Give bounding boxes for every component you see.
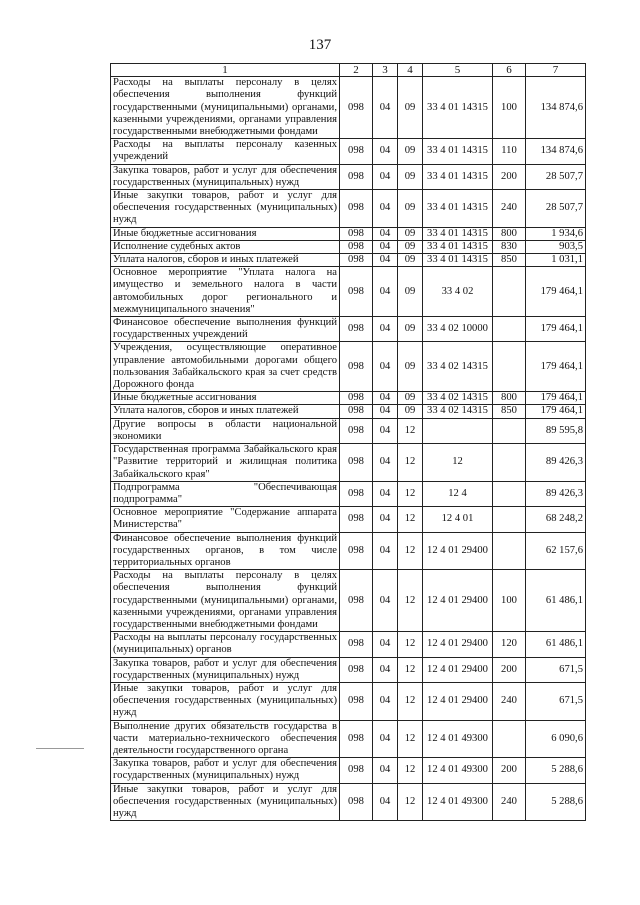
row-target-article: 33 4 02 14315 [423,405,493,418]
row-name: Расходы на выплаты персоналу в целях обеспечения выполнения функций государственными (муниципальными) органами, казенными учреждениями, органами управления государственными внебюджетными фондами [111,77,340,139]
table-header-row [111,64,586,77]
row-grbs: 098 [340,405,373,418]
row-section: 04 [373,164,398,189]
row-target-article: 33 4 01 14315 [423,77,493,139]
row-name: Закупка товаров, работ и услуг для обеспечения государственных (муниципальных) нужд [111,164,340,189]
row-section: 04 [373,418,398,443]
row-subsection: 12 [398,481,423,506]
row-expense-type [493,481,526,506]
row-target-article: 12 4 01 49300 [423,720,493,758]
row-name: Закупка товаров, работ и услуг для обеспечения государственных (муниципальных) нужд [111,657,340,682]
header-cell: 3 [373,64,398,77]
row-name: Финансовое обеспечение выполнения функций государственных учреждений [111,317,340,342]
row-expense-type: 830 [493,240,526,253]
row-expense-type: 850 [493,254,526,267]
row-amount: 5 288,6 [526,758,586,783]
row-name: Уплата налогов, сборов и иных платежей [111,405,340,418]
row-amount: 6 090,6 [526,720,586,758]
row-grbs: 098 [340,532,373,570]
table-row [111,657,586,682]
row-target-article: 33 4 01 14315 [423,164,493,189]
row-amount: 61 486,1 [526,570,586,632]
row-name: Уплата налогов, сборов и иных платежей [111,254,340,267]
row-subsection: 12 [398,507,423,532]
row-amount: 89 426,3 [526,481,586,506]
row-expense-type: 100 [493,77,526,139]
row-expense-type: 200 [493,657,526,682]
row-amount: 179 464,1 [526,405,586,418]
row-section: 04 [373,444,398,482]
row-subsection: 12 [398,657,423,682]
row-grbs: 098 [340,77,373,139]
row-amount: 89 595,8 [526,418,586,443]
row-grbs: 098 [340,227,373,240]
row-amount: 179 464,1 [526,342,586,392]
row-amount: 28 507,7 [526,190,586,228]
row-grbs: 098 [340,317,373,342]
header-cell: 5 [423,64,493,77]
row-name: Иные бюджетные ассигнования [111,227,340,240]
header-cell: 6 [493,64,526,77]
row-target-article: 12 [423,444,493,482]
row-expense-type [493,444,526,482]
row-expense-type: 240 [493,190,526,228]
row-name: Подпрограмма "Обеспечивающая подпрограмма" [111,481,340,506]
row-target-article: 33 4 01 14315 [423,227,493,240]
row-section: 04 [373,317,398,342]
table-row [111,570,586,632]
row-target-article: 33 4 02 14315 [423,392,493,405]
row-section: 04 [373,632,398,657]
table-row [111,342,586,392]
row-name: Исполнение судебных актов [111,240,340,253]
table-row [111,783,586,821]
row-subsection: 09 [398,317,423,342]
row-section: 04 [373,240,398,253]
row-subsection: 12 [398,418,423,443]
table-row [111,418,586,443]
row-target-article: 12 4 01 [423,507,493,532]
row-amount: 134 874,6 [526,139,586,164]
row-section: 04 [373,405,398,418]
row-name: Основное мероприятие "Содержание аппарата Министерства" [111,507,340,532]
row-grbs: 098 [340,164,373,189]
row-expense-type [493,342,526,392]
row-expense-type [493,720,526,758]
row-amount: 671,5 [526,657,586,682]
row-amount: 68 248,2 [526,507,586,532]
row-name: Выполнение других обязательств государства в части материально-технического обеспечения деятельности государственного органа [111,720,340,758]
row-name: Расходы на выплаты персоналу казенных учреждений [111,139,340,164]
row-subsection: 12 [398,720,423,758]
row-name: Учреждения, осуществляющие оперативное управление автомобильными дорогами общего пользования Забайкальского края за счет средств Дорожного фонда [111,342,340,392]
table-row [111,444,586,482]
row-expense-type: 240 [493,783,526,821]
row-grbs: 098 [340,632,373,657]
row-expense-type [493,532,526,570]
row-target-article: 33 4 01 14315 [423,240,493,253]
row-name: Иные бюджетные ассигнования [111,392,340,405]
header-cell: 7 [526,64,586,77]
table-row [111,254,586,267]
row-target-article: 33 4 01 14315 [423,139,493,164]
table-row [111,632,586,657]
row-grbs: 098 [340,139,373,164]
row-name: Основное мероприятие "Уплата налога на имущество и земельного налога в части автомобильных дорог регионального и межмуниципального значения" [111,267,340,317]
row-grbs: 098 [340,342,373,392]
row-subsection: 09 [398,392,423,405]
row-grbs: 098 [340,444,373,482]
row-name: Расходы на выплаты персоналу государственных (муниципальных) органов [111,632,340,657]
row-target-article: 12 4 01 49300 [423,758,493,783]
row-amount: 62 157,6 [526,532,586,570]
row-grbs: 098 [340,657,373,682]
row-expense-type: 240 [493,682,526,720]
row-amount: 179 464,1 [526,317,586,342]
row-name: Государственная программа Забайкальского края "Развитие территорий и жилищная политика Забайкальского края" [111,444,340,482]
row-target-article: 33 4 01 14315 [423,190,493,228]
row-target-article: 12 4 01 29400 [423,632,493,657]
table-row [111,267,586,317]
row-section: 04 [373,190,398,228]
row-section: 04 [373,570,398,632]
row-expense-type [493,418,526,443]
row-name: Другие вопросы в области национальной экономики [111,418,340,443]
header-cell: 2 [340,64,373,77]
row-target-article: 12 4 01 29400 [423,657,493,682]
row-section: 04 [373,532,398,570]
row-section: 04 [373,227,398,240]
table-row [111,77,586,139]
row-target-article: 33 4 02 [423,267,493,317]
row-grbs: 098 [340,418,373,443]
row-grbs: 098 [340,254,373,267]
row-target-article: 12 4 01 29400 [423,682,493,720]
row-name: Финансовое обеспечение выполнения функций государственных органов, в том числе территориальных органов [111,532,340,570]
row-amount: 903,5 [526,240,586,253]
row-name: Расходы на выплаты персоналу в целях обеспечения выполнения функций государственными (муниципальными) органами, казенными учреждениями, органами управления государственными внебюджетными фондами [111,570,340,632]
row-expense-type: 100 [493,570,526,632]
table-row [111,507,586,532]
row-section: 04 [373,342,398,392]
row-amount: 89 426,3 [526,444,586,482]
row-subsection: 09 [398,139,423,164]
row-subsection: 12 [398,532,423,570]
row-target-article: 12 4 01 29400 [423,532,493,570]
row-name: Закупка товаров, работ и услуг для обеспечения государственных (муниципальных) нужд [111,758,340,783]
row-expense-type [493,267,526,317]
table-row [111,405,586,418]
row-target-article: 12 4 [423,481,493,506]
table-row [111,682,586,720]
header-cell: 4 [398,64,423,77]
row-subsection: 09 [398,227,423,240]
row-amount: 28 507,7 [526,164,586,189]
row-subsection: 09 [398,405,423,418]
row-target-article: 33 4 02 10000 [423,317,493,342]
table-row [111,481,586,506]
row-section: 04 [373,682,398,720]
row-subsection: 12 [398,783,423,821]
row-subsection: 09 [398,164,423,189]
row-expense-type [493,317,526,342]
table-row [111,720,586,758]
row-subsection: 12 [398,570,423,632]
row-grbs: 098 [340,783,373,821]
row-section: 04 [373,783,398,821]
row-amount: 179 464,1 [526,392,586,405]
table-row [111,227,586,240]
row-subsection: 12 [398,632,423,657]
table-row [111,758,586,783]
row-amount: 5 288,6 [526,783,586,821]
row-section: 04 [373,481,398,506]
table-row [111,240,586,253]
table-row [111,190,586,228]
row-grbs: 098 [340,570,373,632]
row-expense-type: 200 [493,758,526,783]
row-name: Иные закупки товаров, работ и услуг для обеспечения государственных (муниципальных) нужд [111,783,340,821]
row-subsection: 09 [398,342,423,392]
row-subsection: 12 [398,444,423,482]
row-amount: 671,5 [526,682,586,720]
row-section: 04 [373,657,398,682]
row-subsection: 09 [398,254,423,267]
row-subsection: 09 [398,267,423,317]
row-section: 04 [373,254,398,267]
row-grbs: 098 [340,267,373,317]
row-section: 04 [373,267,398,317]
row-grbs: 098 [340,507,373,532]
row-subsection: 09 [398,77,423,139]
row-target-article [423,418,493,443]
row-section: 04 [373,720,398,758]
row-expense-type: 800 [493,227,526,240]
row-grbs: 098 [340,481,373,506]
header-cell: 1 [111,64,340,77]
row-grbs: 098 [340,392,373,405]
row-amount: 179 464,1 [526,267,586,317]
row-amount: 1 031,1 [526,254,586,267]
table-row [111,164,586,189]
row-target-article: 12 4 01 49300 [423,783,493,821]
row-section: 04 [373,139,398,164]
row-subsection: 09 [398,240,423,253]
row-amount: 134 874,6 [526,77,586,139]
row-expense-type: 200 [493,164,526,189]
row-section: 04 [373,392,398,405]
row-grbs: 098 [340,190,373,228]
row-section: 04 [373,758,398,783]
row-grbs: 098 [340,240,373,253]
row-expense-type: 850 [493,405,526,418]
table-row [111,139,586,164]
row-subsection: 12 [398,682,423,720]
row-section: 04 [373,77,398,139]
table-row [111,392,586,405]
row-expense-type: 110 [493,139,526,164]
row-target-article: 33 4 01 14315 [423,254,493,267]
row-section: 04 [373,507,398,532]
budget-table [110,63,586,821]
page-number: 137 [308,37,332,53]
row-grbs: 098 [340,682,373,720]
row-expense-type: 120 [493,632,526,657]
row-target-article: 12 4 01 29400 [423,570,493,632]
row-expense-type [493,507,526,532]
scan-artifact-line [36,748,84,749]
row-name: Иные закупки товаров, работ и услуг для обеспечения государственных (муниципальных) нужд [111,682,340,720]
row-name: Иные закупки товаров, работ и услуг для обеспечения государственных (муниципальных) нужд [111,190,340,228]
row-grbs: 098 [340,758,373,783]
row-amount: 61 486,1 [526,632,586,657]
table-row [111,317,586,342]
row-target-article: 33 4 02 14315 [423,342,493,392]
row-subsection: 09 [398,190,423,228]
row-amount: 1 934,6 [526,227,586,240]
row-grbs: 098 [340,720,373,758]
row-subsection: 12 [398,758,423,783]
table-row [111,532,586,570]
row-expense-type: 800 [493,392,526,405]
